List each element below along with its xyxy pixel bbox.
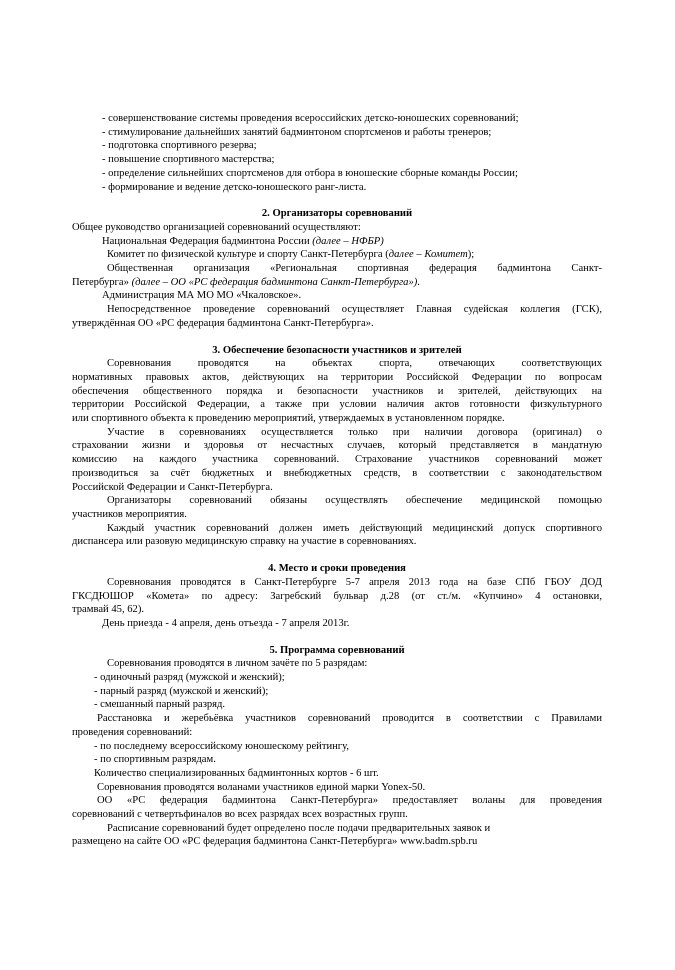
s3-p4-line: диспансера или разовую медицинскую справку на участие в соревнованиях. bbox=[72, 536, 417, 548]
section-5-heading: 5. Программа соревнований bbox=[269, 644, 405, 656]
komitet-text: Комитет по физической культуре и спорту Санкт-Петербурга ( bbox=[107, 249, 389, 261]
list-item: - подготовка спортивного резерва; bbox=[102, 140, 257, 152]
list-item: - смешанный парный разряд. bbox=[94, 699, 226, 711]
org-text: Петербурга» bbox=[72, 276, 132, 288]
s2-lead: Общее руководство организацией соревнований осуществляют: bbox=[72, 221, 361, 233]
s2-org-line2 bbox=[72, 276, 602, 290]
s5-oo-line1: ОО «РС федерация бадминтона Санкт-Петербурга» предоставляет воланы для проведения bbox=[97, 795, 602, 807]
list-item: - одиночный разряд (мужской и женский); bbox=[94, 672, 285, 684]
s3-p3-line: участников мероприятия. bbox=[72, 508, 187, 520]
s3-p2-line: комиссию на каждого участника соревнований. Страхование участников соревнований может bbox=[72, 454, 602, 466]
s3-p1-line: территории Российской Федерации, а также при условии наличия актов готовности физкультурного bbox=[72, 399, 602, 411]
s5-sched-line1: Расписание соревнований будет определено после подачи предварительных заявок и bbox=[107, 822, 491, 834]
s5-draw-line2: проведения соревнований: bbox=[72, 726, 193, 738]
list-item: - стимулирование дальнейших занятий бадминтоном спортсменов и работы тренеров; bbox=[102, 126, 492, 138]
s3-p1-line: или спортивного объекта к проведению мероприятий, утверждаемых в установленном порядке. bbox=[72, 413, 505, 425]
s5-sched-line2: размещено на сайте ОО «РС федерация бадминтона Санкт-Петербурга» www.badm.spb.ru bbox=[72, 836, 478, 848]
s2-gsk-line1: Непосредственное проведение соревнований осуществляет Главная судейская коллегия (ГСК), bbox=[107, 304, 602, 316]
goals-list bbox=[72, 112, 602, 194]
section-3-heading: 3. Обеспечение безопасности участников и зрителей bbox=[212, 344, 462, 356]
s4-p1-line: ГКСДЮШОР «Комета» по адресу: Загребский бульвар д.28 (от ст./м. «Купчино» 4 остановки, bbox=[72, 590, 602, 602]
list-item: - по спортивным разрядам. bbox=[94, 754, 216, 766]
s3-p2-line: Участие в соревнованиях осуществляется только при наличии договора (оригинал) о bbox=[107, 426, 602, 438]
komitet-note: далее – Комитет bbox=[388, 249, 468, 261]
s5-courts: Количество специализированных бадминтонных кортов - 6 шт. bbox=[94, 767, 379, 779]
s3-p1-line: нормативных правовых актов, действующих на территории Российской Федерации по вопросам bbox=[72, 371, 602, 383]
s4-arrival: День приезда - 4 апреля, день отъезда - 7 апреля 2013г. bbox=[102, 617, 350, 629]
section-4-heading: 4. Место и сроки проведения bbox=[268, 563, 406, 575]
s5-lead: Соревнования проводятся в личном зачёте по 5 разрядам: bbox=[107, 658, 368, 670]
s4-p1-line: трамвай 45, 62). bbox=[72, 604, 145, 616]
s5-shuttles: Соревнования проводятся воланами участников единой марки Yonex-50. bbox=[97, 781, 426, 793]
list-item: - по последнему всероссийскому юношескому рейтингу, bbox=[94, 740, 350, 752]
s3-p4-line: Каждый участник соревнований должен иметь действующий медицинский допуск спортивного bbox=[107, 522, 602, 534]
s3-p1-line: Соревнования проводятся на объектах спорта, отвечающих соответствующих bbox=[107, 358, 602, 370]
s3-p3-line: Организаторы соревнований обязаны осуществлять обеспечение медицинской помощью bbox=[107, 495, 602, 507]
s3-p1-line: обеспечения общественного порядка и безопасности участников и зрителей, действующих на bbox=[72, 385, 602, 397]
nfbr-note: (далее – НФБР) bbox=[312, 235, 384, 247]
s2-komitet bbox=[72, 248, 602, 262]
s4-p1-line: Соревнования проводятся в Санкт-Петербурге 5-7 апреля 2013 года на базе СПб ГБОУ ДОД bbox=[107, 576, 602, 588]
org-note: (далее – ОО «РС федерация бадминтона Санкт-Петербурга») bbox=[131, 276, 418, 288]
s5-oo-line2: соревнований с четвертьфиналов во всех разрядах всех возрастных групп. bbox=[72, 809, 408, 821]
s2-org-line1: Общественная организация «Региональная спортивная федерация бадминтона Санкт- bbox=[107, 263, 602, 275]
org-end: . bbox=[417, 276, 420, 288]
s2-admin: Администрация МА МО МО «Чкаловское». bbox=[102, 290, 302, 302]
s3-p2-line: страховании жизни и здоровья от несчастных случаев, который представляется в мандатную bbox=[72, 440, 602, 452]
s2-gsk-line2: утверждённая ОО «РС федерация бадминтона Санкт-Петербурга». bbox=[72, 317, 374, 329]
nfbr-text: Национальная Федерация бадминтона России bbox=[102, 235, 313, 247]
list-item: - парный разряд (мужской и женский); bbox=[94, 685, 269, 697]
s3-p2-line: Российской Федерации и Санкт-Петербурга. bbox=[72, 481, 273, 493]
list-item: - повышение спортивного мастерства; bbox=[102, 154, 275, 166]
list-item: - формирование и ведение детско-юношеского ранг-листа. bbox=[102, 181, 367, 193]
komitet-end: ); bbox=[467, 249, 475, 261]
s3-p2-line: производиться за счёт бюджетных и внебюджетных средств, в соответствии с законодательством bbox=[72, 467, 602, 479]
list-item: - определение сильнейших спортсменов для отбора в юношеские сборные команды России; bbox=[102, 167, 518, 179]
list-item: - совершенствование системы проведения всероссийских детско-юношеских соревнований; bbox=[102, 113, 519, 124]
section-2-heading: 2. Организаторы соревнований bbox=[261, 208, 413, 220]
s2-nfbr bbox=[72, 235, 602, 249]
document-body bbox=[72, 112, 602, 849]
s5-draw-line1: Расстановка и жеребьёвка участников соревнований проводится в соответствии с Правилами bbox=[97, 713, 602, 725]
